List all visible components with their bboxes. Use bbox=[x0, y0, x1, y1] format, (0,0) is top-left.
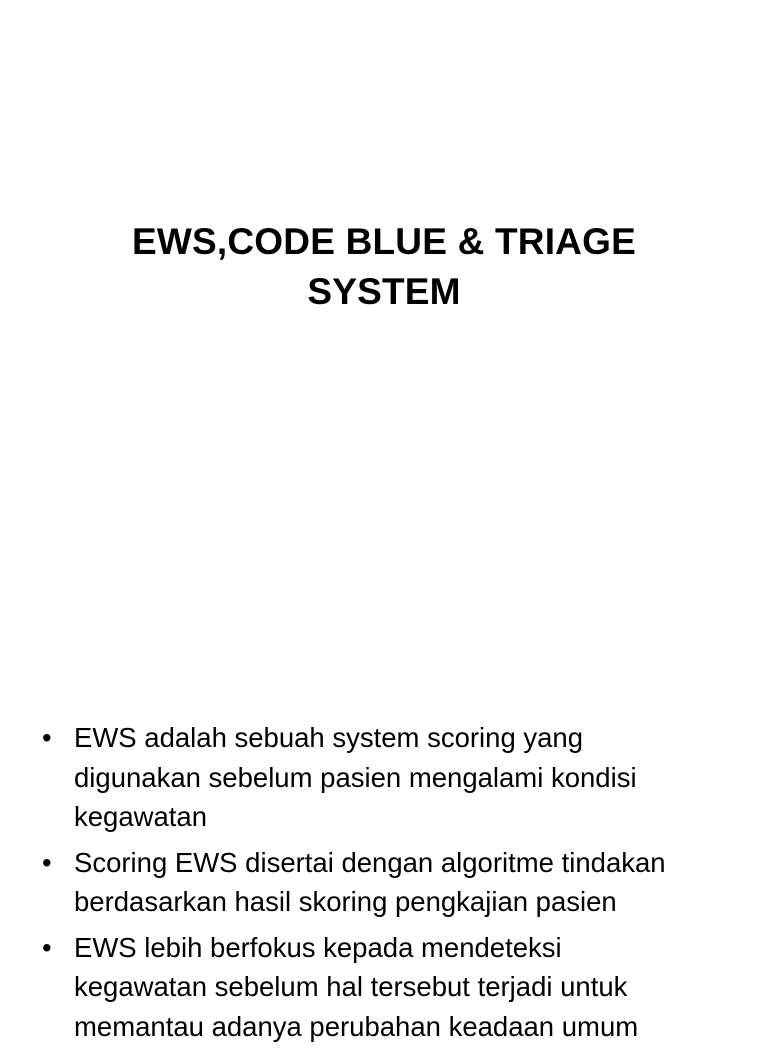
bullet-text-line: EWS adalah sebuah system scoring yang bbox=[74, 722, 584, 753]
bullet-text-line: digunakan sebelum pasien mengalami kondisi bbox=[74, 761, 637, 793]
bullet-item bbox=[42, 718, 742, 837]
bullet-text-line: memantau adanya perubahan keadaan umum bbox=[74, 1010, 639, 1042]
bullet-text-line: kegawatan bbox=[74, 801, 208, 832]
bullet-text-line: berdasarkan hasil skoring pengkajian pasien bbox=[74, 886, 617, 917]
title-line: EWS,CODE BLUE & TRIAGE bbox=[132, 220, 636, 262]
bullet-item bbox=[42, 843, 742, 922]
bullet-text-line: Scoring EWS disertai dengan algoritme tindakan bbox=[74, 846, 666, 878]
bullet-list bbox=[42, 718, 742, 1052]
slide-title bbox=[84, 217, 684, 317]
bullet-text-line: EWS lebih berfokus kepada mendeteksi bbox=[74, 931, 562, 963]
bullet-item bbox=[42, 928, 742, 1047]
title-line: SYSTEM bbox=[307, 270, 461, 312]
bullet-marker: • bbox=[42, 846, 52, 878]
bullet-marker: • bbox=[42, 722, 52, 753]
bullet-text-line: kegawatan sebelum hal tersebut terjadi untuk bbox=[74, 971, 628, 1002]
bullet-marker: • bbox=[42, 931, 52, 963]
